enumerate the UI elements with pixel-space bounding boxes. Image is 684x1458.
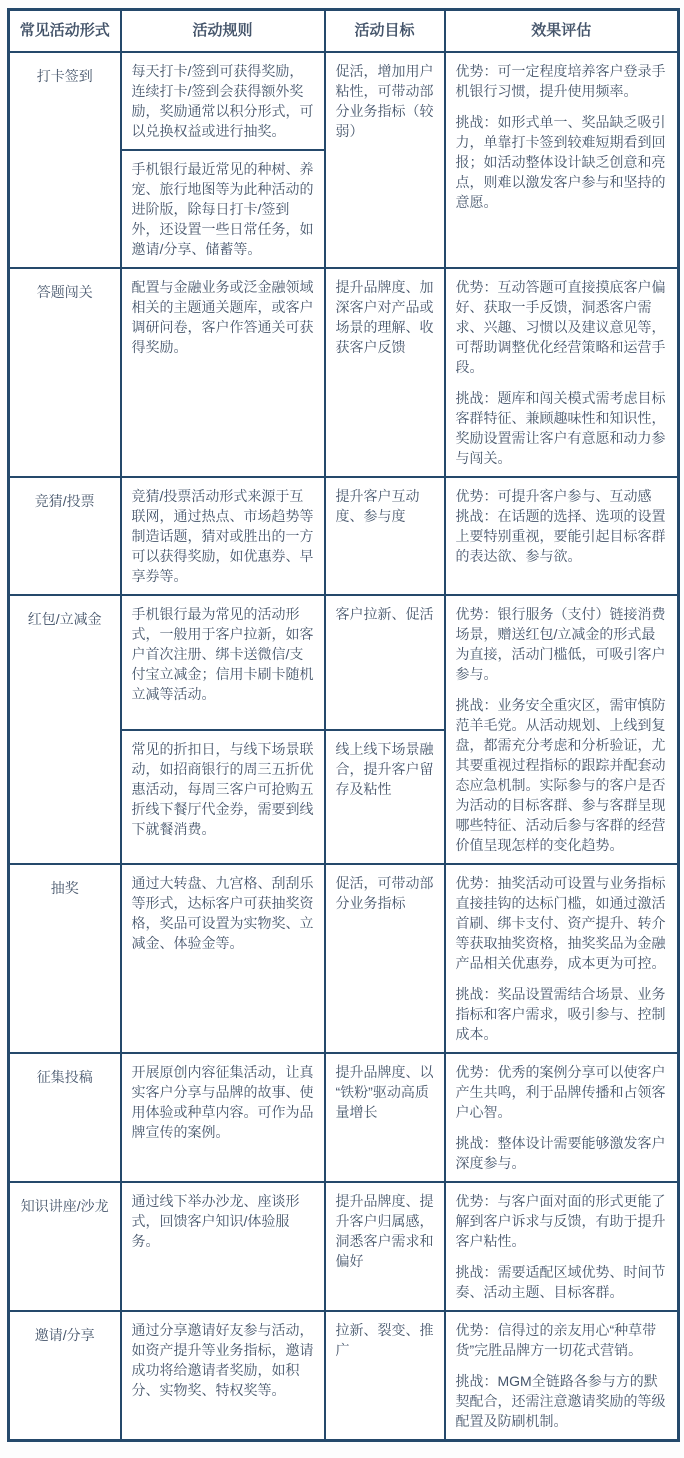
rules-text: 通过分享邀请好友参与活动，如资产提升等业务指标，邀请成功将给邀请者奖励，如积分、实物奖、特权奖等。	[131, 1322, 314, 1398]
advantage-text: 优势：银行服务（支付）链接消费场景，赠送红包/立减金的形式最为直接，活动门槛低，可吸引客户参与。	[455, 606, 666, 682]
rules-text: 通过大转盘、九宫格、刮刮乐等形式，达标客户可获抽奖资格，奖品可设置为实物奖、立减金、体验金等。	[131, 875, 314, 951]
advantage-text: 优势：可一定程度培养客户登录手机银行习惯，提升使用频率。	[455, 63, 666, 99]
goals-cell	[325, 268, 445, 477]
form-cell: 征集投稿	[9, 1053, 121, 1182]
eval-cell	[445, 1053, 679, 1182]
row-lecture-salon	[9, 1182, 679, 1311]
row-quiz	[9, 268, 679, 477]
goals-cell	[325, 52, 445, 268]
rules-cell	[121, 864, 325, 1053]
goals-text: 提升品牌度、以“铁粉”驱动高质量增长	[335, 1064, 434, 1120]
eval-cell	[445, 1311, 679, 1441]
goals-text: 拉新、裂变、推广	[335, 1322, 434, 1358]
rules-text: 手机银行最为常见的活动形式，一般用于客户拉新，如客户首次注册、绑卡送微信/支付宝立减金；信用卡刷卡随机立减等活动。	[131, 606, 314, 702]
rules-cell	[121, 52, 325, 150]
advantage-text: 优势：可提升客户参与、互动感	[455, 488, 652, 504]
challenge-text: 挑战：业务安全重灾区，需审慎防范羊毛党。从活动规划、上线到复盘，都需充分考虑和分析验证，尤其要重视过程指标的跟踪并配套动态应急机制。实际参与的客户是否为活动的目标客群、参与客群呈现哪些特征、活动后参与客群的经营价值呈现怎样的变化趋势。	[455, 697, 666, 853]
row-guess-vote	[9, 477, 679, 595]
header-activity-form: 常见活动形式	[9, 10, 121, 53]
rules-cell	[121, 150, 325, 268]
row-redpacket	[9, 595, 679, 730]
activity-forms-table	[7, 8, 680, 1442]
goals-cell	[325, 1053, 445, 1182]
goals-cell	[325, 864, 445, 1053]
rules-cell	[121, 1053, 325, 1182]
eval-cell	[445, 52, 679, 268]
advantage-text: 优势：与客户面对面的形式更能了解到客户诉求与反馈，有助于提升客户粘性。	[455, 1193, 666, 1249]
form-cell: 知识讲座/沙龙	[9, 1182, 121, 1311]
form-cell: 打卡签到	[9, 52, 121, 268]
eval-cell	[445, 1182, 679, 1311]
rules-text: 竞猜/投票活动形式来源于互联网，通过热点、市场趋势等制造话题，猜对或胜出的一方可以获得奖励，如优惠券、早享券等。	[131, 488, 314, 584]
advantage-text: 优势：优秀的案例分享可以使客户产生共鸣，利于品牌传播和占领客户心智。	[455, 1064, 666, 1120]
rules-text: 配置与金融业务或泛金融领域相关的主题通关题库，或客户调研问卷，客户作答通关可获得奖励。	[131, 279, 314, 355]
row-checkin	[9, 52, 679, 150]
challenge-text: 挑战：整体设计需要能够激发客户深度参与。	[455, 1135, 666, 1171]
form-cell: 邀请/分享	[9, 1311, 121, 1441]
challenge-text: 挑战：MGM全链路各参与方的默契配合，还需注意邀请奖励的等级配置及防刷机制。	[455, 1373, 666, 1429]
rules-cell	[121, 477, 325, 595]
header-row	[9, 10, 679, 53]
eval-cell	[445, 268, 679, 477]
goals-text: 提升品牌度、加深客户对产品或场景的理解、收获客户反馈	[335, 279, 434, 355]
rules-text: 每天打卡/签到可获得奖励，连续打卡/签到会获得额外奖励，奖励通常以积分形式，可以兑换权益或进行抽奖。	[131, 63, 314, 139]
rules-cell	[121, 595, 325, 730]
goals-text: 客户拉新、促活	[335, 606, 434, 622]
goals-text: 促活，可带动部分业务指标	[335, 875, 434, 911]
rules-text: 开展原创内容征集活动，让真实客户分享与品牌的故事、使用体验或种草内容。可作为品牌宣传的案例。	[131, 1064, 314, 1140]
rules-cell	[121, 730, 325, 865]
eval-cell	[445, 477, 679, 595]
goals-cell	[325, 477, 445, 595]
goals-text: 提升客户互动度、参与度	[335, 488, 420, 524]
goals-text: 提升品牌度、提升客户归属感，洞悉客户需求和偏好	[335, 1193, 434, 1269]
goals-cell	[325, 595, 445, 730]
rules-cell	[121, 1311, 325, 1441]
rules-cell	[121, 1182, 325, 1311]
form-cell: 抽奖	[9, 864, 121, 1053]
rules-text: 手机银行最近常见的种树、养宠、旅行地图等为此种活动的进阶版，除每日打卡/签到外，还设置一些日常任务，如邀请/分享、储蓄等。	[131, 161, 314, 257]
goals-cell	[325, 1182, 445, 1311]
eval-cell	[445, 864, 679, 1053]
eval-cell	[445, 595, 679, 864]
goals-cell	[325, 1311, 445, 1441]
advantage-text: 优势：信得过的亲友用心“种草带货”完胜品牌方一切花式营销。	[455, 1322, 657, 1358]
rules-cell	[121, 268, 325, 477]
challenge-text: 挑战：题库和闯关模式需考虑目标客群特征、兼顾趣味性和知识性，奖励设置需让客户有意愿和动力参与闯关。	[455, 390, 666, 466]
challenge-text: 挑战：需要适配区域优势、时间节奏、活动主题、目标客群。	[455, 1264, 666, 1300]
rules-text: 常见的折扣日，与线下场景联动，如招商银行的周三五折优惠活动，每周三客户可抢购五折线下餐厅代金券，需要到线下就餐消费。	[131, 740, 314, 837]
form-cell: 竞猜/投票	[9, 477, 121, 595]
header-effect-evaluation: 效果评估	[445, 10, 679, 53]
goals-cell	[325, 730, 445, 865]
challenge-text: 挑战：在话题的选择、选项的设置上要特别重视，要能引起目标客群的表达欲、参与欲。	[455, 508, 666, 564]
challenge-text: 挑战：如形式单一、奖品缺乏吸引力，单靠打卡签到较难短期看到回报；如活动整体设计缺乏创意和亮点，则难以激发客户参与和坚持的意愿。	[455, 114, 666, 210]
advantage-text: 优势：抽奖活动可设置与业务指标直接挂钩的达标门槛，如通过激活首刷、绑卡支付、资产提升、转介等获取抽奖资格，抽奖奖品为金融产品相关优惠券，成本更为可控。	[455, 875, 666, 971]
row-lottery	[9, 864, 679, 1053]
header-activity-rules: 活动规则	[121, 10, 325, 53]
advantage-text: 优势：互动答题可直接摸底客户偏好、获取一手反馈，洞悉客户需求、兴趣、习惯以及建议意见等，可帮助调整优化经营策略和运营手段。	[455, 279, 666, 375]
row-content-collection	[9, 1053, 679, 1182]
form-cell: 红包/立减金	[9, 595, 121, 864]
row-invite-share	[9, 1311, 679, 1441]
goals-text: 线上线下场景融合，提升客户留存及粘性	[335, 740, 434, 797]
goals-text: 促活，增加用户粘性，可带动部分业务指标（较弱）	[335, 63, 434, 139]
header-activity-goal: 活动目标	[325, 10, 445, 53]
challenge-text: 挑战：奖品设置需结合场景、业务指标和客户需求，吸引参与、控制成本。	[455, 986, 666, 1042]
form-cell: 答题闯关	[9, 268, 121, 477]
rules-text: 通过线下举办沙龙、座谈形式，回馈客户知识/体验服务。	[131, 1193, 300, 1249]
